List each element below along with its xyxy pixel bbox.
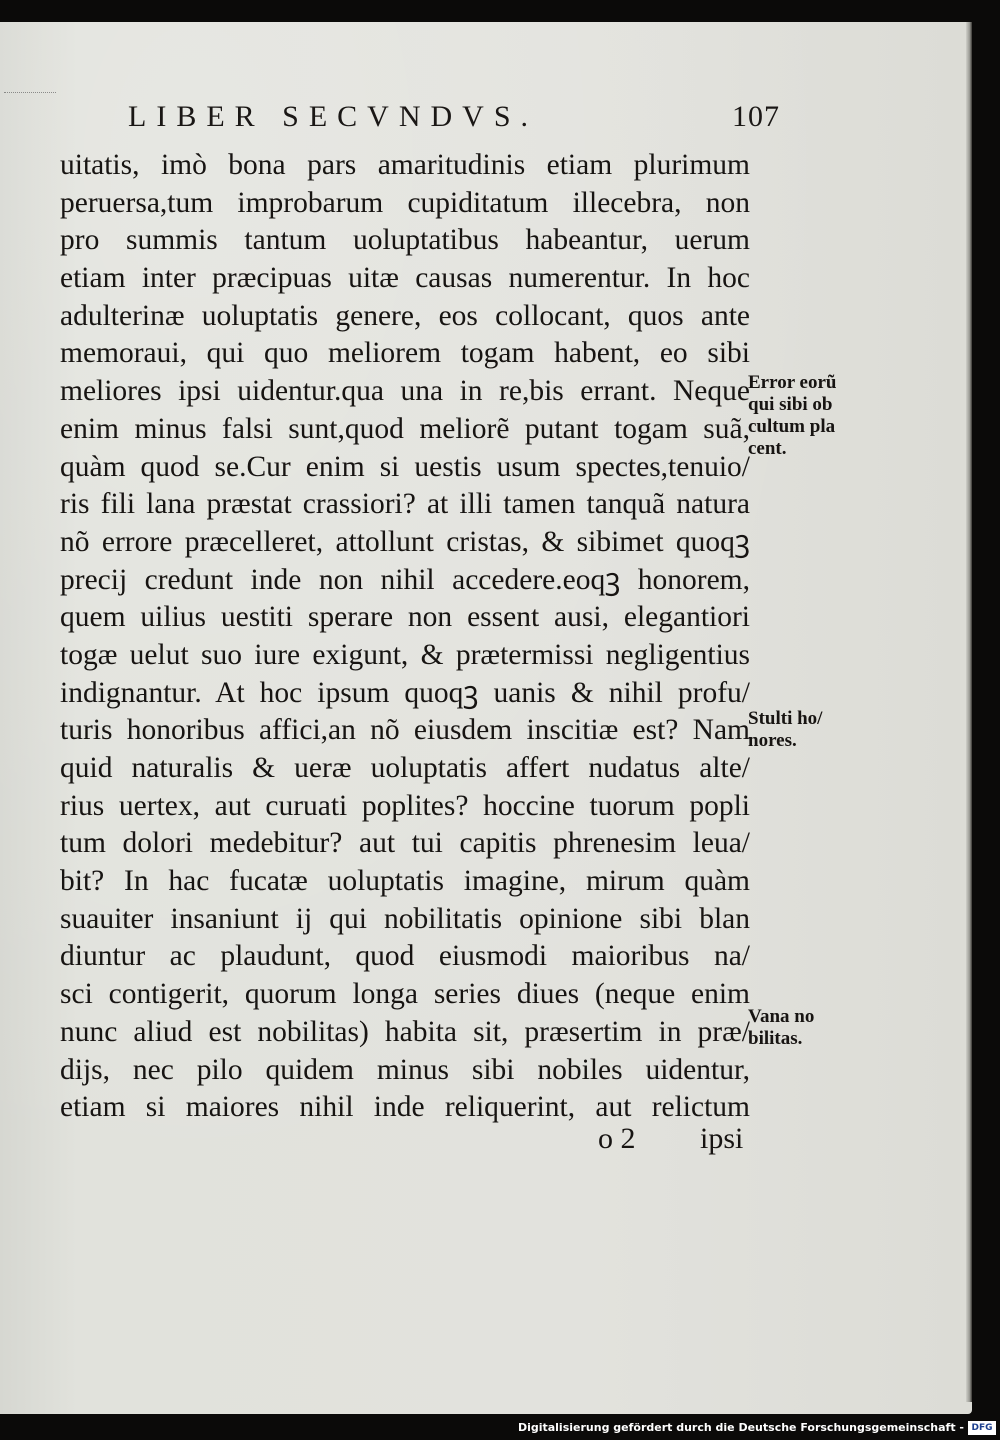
text-line: nõ errore præcelleret, attollunt cristas, & sibimet quoqꝫ (60, 525, 750, 558)
note-line: bilitas. (748, 1028, 803, 1049)
note-line: Error eorũ (748, 372, 837, 393)
text-line: sci contigerit, quorum longa series diues (neque enim (60, 978, 750, 1011)
note-line: cent. (748, 438, 787, 459)
text-line: meliores ipsi uidentur.qua una in re,bis errant. Neque (60, 375, 750, 408)
note-line: Vana no (748, 1006, 815, 1027)
body-text (60, 147, 750, 1127)
text-line: quem uilius uestiti sperare non essent ausi, elegantiori (60, 601, 750, 634)
text-line: pro summis tantum uoluptatibus habeantur, uerum (60, 224, 750, 257)
note-line: nores. (748, 730, 797, 751)
running-header (120, 100, 780, 142)
ink-smudge (4, 92, 56, 99)
text-line: togæ uelut suo iure exigunt, & prætermissi negligentius (60, 638, 750, 671)
note-line: qui sibi ob (748, 394, 833, 415)
marginal-note-nobility (748, 1006, 868, 1050)
text-line: bit? In hac fucatæ uoluptatis imagine, mirum quàm (60, 865, 750, 898)
footer-credit: Digitalisierung gefördert durch die Deutsche Forschungsgemeinschaft - (517, 1421, 964, 1434)
page-number: 107 (732, 100, 780, 133)
text-line: precij credunt inde non nihil accedere.eoqꝫ honorem, (60, 563, 750, 596)
catchword: ipsi (700, 1122, 744, 1155)
text-line: turis honoribus affici,an nõ eiusdem inscitiæ est? Nam (60, 714, 750, 747)
text-line: dijs, nec pilo quidem minus sibi nobiles uidentur, (60, 1053, 750, 1086)
text-line: diuntur ac plaudunt, quod eiusmodi maioribus na/ (60, 940, 750, 973)
marginal-note-error (748, 372, 868, 460)
text-line: memoraui, qui quo meliorem togam habent, eo sibi (60, 337, 750, 370)
text-line: nunc aliud est nobilitas) habita sit, præsertim in præ/ (60, 1015, 750, 1048)
text-line: enim minus falsi sunt,quod meliorẽ putant togam suã, (60, 412, 750, 445)
marginal-note-honors (748, 708, 868, 752)
text-line: indignantur. At hoc ipsum quoqꝫ uanis & nihil profu/ (60, 676, 750, 709)
signature-mark: o 2 (598, 1122, 636, 1155)
note-line: Stulti ho/ (748, 708, 823, 729)
dfg-logo: DFG (968, 1421, 996, 1435)
text-line: rius uertex, aut curuati poplites? hoccine tuorum popli (60, 789, 750, 822)
text-line: ris fili lana præstat crassiori? at illi tamen tanquã natura (60, 488, 750, 521)
running-title: LIBER SECVNDVS. (128, 100, 539, 133)
text-line: quàm quod se.Cur enim si uestis usum spectes,tenuio/ (60, 450, 750, 483)
text-line: suauiter insaniunt ij qui nobilitatis opinione sibi blan (60, 902, 750, 935)
text-line: peruersa,tum improbarum cupiditatum illecebra, non (60, 186, 750, 219)
text-line: etiam si maiores nihil inde reliquerint, aut relictum (60, 1091, 750, 1124)
text-line: tum dolori medebitur? aut tui capitis phrenesim leua/ (60, 827, 750, 860)
text-line: uitatis, imò bona pars amaritudinis etiam plurimum (60, 149, 750, 181)
page-edge-shadow (966, 22, 972, 1402)
text-line: etiam inter præcipuas uitæ causas numerentur. In hoc (60, 262, 750, 295)
text-line: adulterinæ uoluptatis genere, eos collocant, quos ante (60, 299, 750, 332)
note-line: cultum pla (748, 416, 836, 437)
text-line: quid naturalis & ueræ uoluptatis affert nudatus alte/ (60, 752, 750, 784)
